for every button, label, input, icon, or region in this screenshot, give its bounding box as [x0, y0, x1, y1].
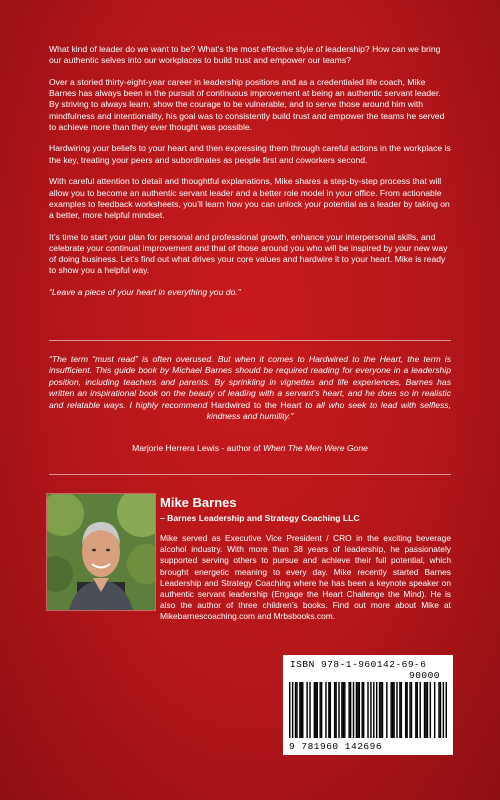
attribution-book: When The Men Were Gone: [262, 443, 368, 453]
divider-top: [49, 340, 451, 341]
quote-book-title: Hardwired to the Heart: [211, 399, 302, 410]
barcode-digits: 9 781960 142696: [289, 741, 383, 752]
barcode-bars: [289, 682, 447, 740]
description-paragraph: Over a storied thirty-eight-year career in leadership positions and as a credentialed life coach, Mike Barnes has always been in the pursuit of continuous improvement at being an authentic servant leader. By striving to always learn, show the courage to be vulnerable, and to serve those around him with mindfulness and intentionality, his goal was to consistently build trust and empower the teams he served to achieve more than they ever thought was possible.: [49, 76, 445, 132]
description-paragraph: It’s time to start your plan for personal and professional growth, enhance your interpersonal skills, and celebrate your continual improvement and that of those around you who will be inspired by your new way of doing business. Let’s find out what drives your core values and hardwire it to your heart. Mike is ready to show you a helpful way.: [49, 231, 448, 276]
isbn-number: ISBN 978-1-960142-69-6: [290, 659, 427, 670]
author-photo-illustration: [47, 494, 155, 610]
endorsement-attribution: [49, 443, 451, 453]
quote-text-end: to all who seek to lead with selfless, kindness and humility.”: [206, 399, 451, 422]
price-code: 90000: [409, 670, 441, 681]
divider-bottom: [49, 474, 451, 475]
author-name: Mike Barnes: [160, 495, 237, 510]
endorsement-quote: [49, 354, 451, 422]
author-organization: – Barnes Leadership and Strategy Coaching LLC: [160, 513, 360, 523]
description-paragraph: What kind of leader do we want to be? What’s the most effective style of leadership? How can we bring our authentic selves into our workplaces to build trust and empower our teams?: [49, 44, 441, 66]
tagline: “Leave a piece of your heart in everything you do.”: [49, 286, 241, 297]
description-paragraph: Hardwiring your beliefs to your heart and then expressing them through careful actions in the workplace is the key, treating your peers and subordinates as people first and coworkers second.: [49, 143, 451, 165]
author-photo: [46, 493, 156, 611]
attribution-author: Marjorie Herrera Lewis - author of: [132, 443, 263, 453]
author-bio: Mike served as Executive Vice President / CRO in the exciting beverage alcohol industry. With more than 38 years of leadership, he passionately supported serving others to pursue and achieve their full potential, which brought energetic meaning to every day. Mike recently started Barnes Leadership and Strategy Coaching where he has been a keynote speaker on authentic servant leadership (Engage the Heart Challenge the Mind). He is also the author of three children’s books. Find out more about Mike at Mikebarnescoaching.com and Mrbsbooks.com.: [160, 533, 451, 622]
description-paragraph: With careful attention to detail and thoughtful explanations, Mike shares a step-by-step process that will allow you to become an authentic servant leader and a better role model in your office. From actionable examples to feedback worksheets, you’ll learn how you can unlock your potential as a leader by taking on a better, more helpful mindset.: [49, 176, 450, 220]
isbn-barcode: [283, 655, 453, 755]
book-description: [49, 44, 451, 309]
quote-text: “The term “must read” is often overused. But when it comes to Hardwired to the Heart, the term is insufficient. This guide book by Michael Barnes should be required reading for everyone in a leadership position, including teachers and parents. By sprinkling in vignettes and life experiences, Barnes has written an inspirational book on the beauty of leading with a servant’s heart, and he does so in realistic and relatable ways. I highly recommend: [49, 354, 451, 410]
